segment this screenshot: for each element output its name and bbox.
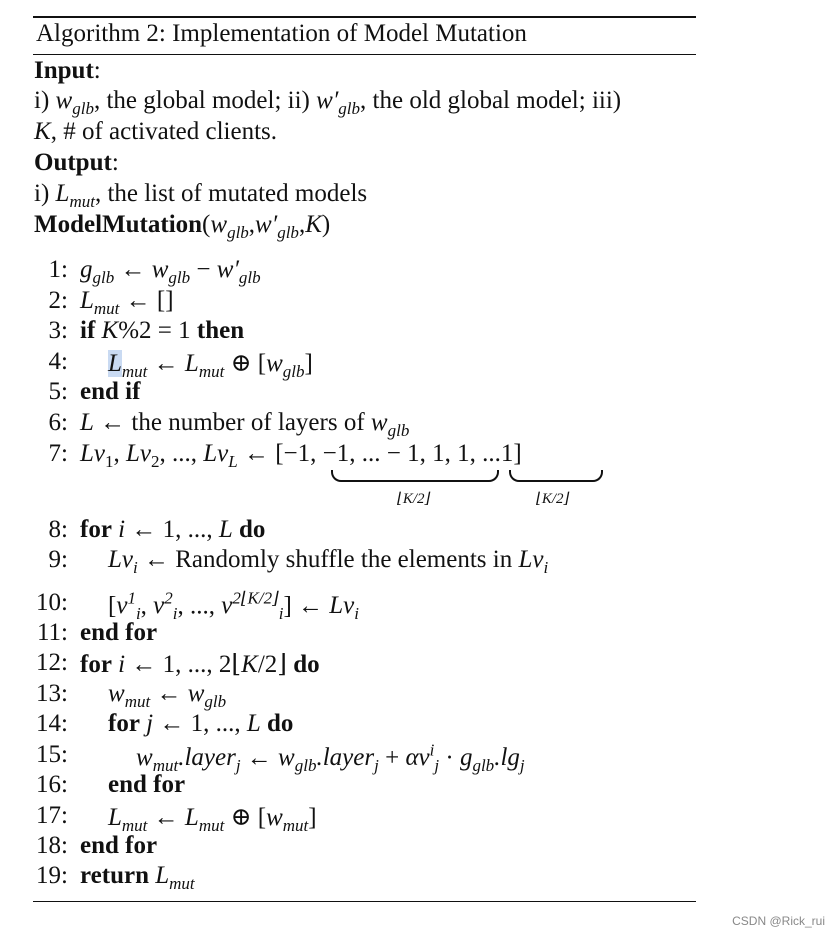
algo-line-16: 16: end for xyxy=(36,771,186,798)
input-line-2: K, # of activated clients. xyxy=(34,118,277,145)
algo-line-15: 15: $w_{mut}.layer_j$ ← $w_{glb}.layer_j + \alpha v^i_j \cdot g_{glb}.\lg_j$ xyxy=(36,741,525,776)
algo-line-6: 6: L ← the number of layers of $w_{glb}$ xyxy=(48,409,410,440)
function-signature: $ModelMutation(w_{glb},w'_{glb},K)$ xyxy=(34,211,331,242)
algo-line-2: 2: $L_{mut}$ ← [] xyxy=(48,287,174,318)
output-header: Output: xyxy=(34,149,119,176)
algo-line-18: 18: end for xyxy=(36,832,158,859)
algorithm-title: Algorithm 2: Implementation of Model Mutation xyxy=(36,20,527,47)
algo-line-3: 3: if K%2 = 1 then xyxy=(48,317,245,344)
algo-line-14: 14: for j ← 1, ..., L do xyxy=(36,710,294,737)
brace-label-negative: ⌊K/2⌋ xyxy=(397,491,431,507)
algo-line-4: 4: $L_{mut}$ ← $L_{mut}$ ⊕ $[w_{glb}]$ xyxy=(48,348,313,381)
algo-line-11: 11: end for xyxy=(36,619,158,646)
watermark: CSDN @Rick_rui xyxy=(732,914,825,928)
input-header: Input: xyxy=(34,57,101,84)
algo-line-1: 1: $g_{glb}$ ← $w_{glb} - w'_{glb}$ xyxy=(48,256,261,287)
algo-line-19: 19: return $L_{mut}$ xyxy=(36,862,195,893)
bottom-rule xyxy=(33,901,696,902)
algo-line-7: 7: $Lv_1$, $Lv_2$, ..., $Lv_L$ ← [−1, −1, ... − 1, 1, 1, ...1] xyxy=(48,440,522,471)
brace-positive xyxy=(509,470,603,482)
algo-line-5: 5: end if xyxy=(48,378,141,405)
algo-line-17: 17: $L_{mut}$ ← $L_{mut}$ ⊕ $[w_{mut}]$ xyxy=(36,802,317,835)
brace-negative xyxy=(331,470,499,482)
algo-line-10: 10: [$v^1_i$, $v^2_i$, ..., $v^{2⌊K/2⌋}_i$] ← $Lv_i$ xyxy=(36,589,359,624)
output-line-1: i) $L_{mut}$, the list of mutated models xyxy=(34,180,368,211)
input-line-1: i) $w_{glb}$, the global model; ii) $w'_{glb}$, the old global model; iii) xyxy=(34,87,622,118)
algo-line-8: 8: for i ← 1, ..., L do xyxy=(48,516,266,543)
algo-line-9: 9: $Lv_i$ ← Randomly shuffle the elements in $Lv_i$ xyxy=(48,546,549,577)
brace-label-positive: ⌊K/2⌋ xyxy=(536,491,570,507)
title-rule xyxy=(33,54,696,55)
algo-line-12: 12: for i ← 1, ..., 2⌊K/2⌋ do xyxy=(36,649,320,678)
top-rule xyxy=(33,16,696,18)
algo-line-13: 13: $w_{mut}$ ← $w_{glb}$ xyxy=(36,680,227,711)
